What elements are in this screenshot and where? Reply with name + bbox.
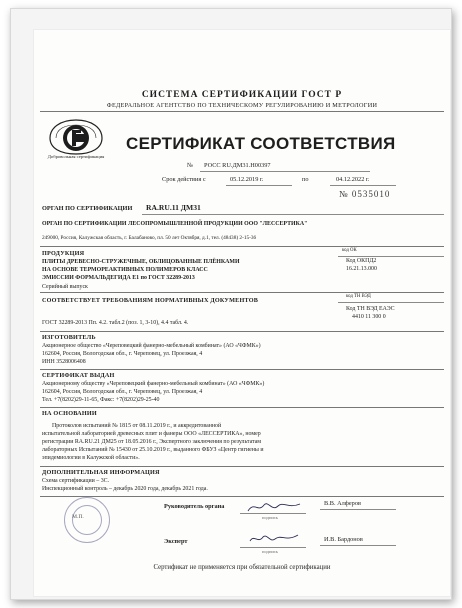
- issued-to-divider: [40, 407, 444, 408]
- requirements-section: СООТВЕТСТВУЕТ ТРЕБОВАНИЯМ НОРМАТИВНЫХ ДОКУМЕНТОВ: [42, 297, 259, 304]
- product-line-1: ПЛИТЫ ДРЕВЕСНО-СТРУЖЕЧНЫЕ, ОБЛИЦОВАННЫЕ ПЛЁНКАМИ: [42, 259, 240, 265]
- cert-body-label: ОРГАН ПО СЕРТИФИКАЦИИ: [42, 205, 133, 212]
- validity-to-label: по: [302, 176, 309, 183]
- manufacturer-line-2: 162604, Россия, Вологодская обл., г. Череповец, ул. Проезжая, 4: [42, 351, 203, 357]
- tnved-code-label: Код ТН ВЭД ЕАЭС: [346, 306, 395, 312]
- head-name: В.В. Алферов: [324, 500, 361, 507]
- product-section: ПРОДУКЦИЯ: [42, 250, 85, 257]
- certificate-frame: [10, 8, 452, 600]
- certificate-number: РОСС RU.ДМ31.Н00397: [204, 162, 271, 169]
- cert-body-code: RA.RU.11 ДМ31: [146, 203, 201, 212]
- product-line-3: ЭМИССИИ ФОРМАЛЬДЕГИДА Е1 по ГОСТ 32289-2013: [42, 275, 195, 281]
- validity-label: Срок действия с: [162, 176, 206, 183]
- stamp-label: М.П.: [72, 514, 84, 520]
- basis-line-5: эпидемиологии в Калужской области».: [42, 455, 140, 461]
- cert-body-address: 249000, Россия, Калужская область, г. Балабаново, пл. 50 лет Октября, д.1, тел. (48438) 2-15-36: [42, 235, 257, 241]
- additional-section: ДОПОЛНИТЕЛЬНАЯ ИНФОРМАЦИЯ: [42, 469, 160, 476]
- certificate-title: СЕРТИФИКАТ СООТВЕТСТВИЯ: [126, 134, 396, 153]
- expert-name: И.В. Бардонов: [324, 536, 363, 543]
- expert-sign-line: [240, 547, 306, 548]
- okpd-code-label: Код ОКПД2: [346, 258, 377, 264]
- basis-divider: [40, 466, 444, 467]
- additional-scheme: Схема сертификации – 3С.: [42, 478, 110, 484]
- product-line-2: НА ОСНОВЕ ТЕРМОРЕАКТИВНЫХ ПОЛИМЕРОВ КЛАСС: [42, 267, 208, 273]
- certificate-paper: [33, 29, 451, 597]
- manufacturer-line-3: ИНН 3528006408: [42, 359, 86, 365]
- basis-line-2: испытательной лабораторией древесных плит и фанеры ООО «ЛЕССЕРТИКА», номер: [42, 431, 261, 437]
- okpd-label: код ОК: [342, 248, 357, 253]
- additional-control: Инспекционный контроль – декабрь 2020 года, декабрь 2021 года.: [42, 486, 208, 492]
- requirements-divider: [40, 331, 444, 332]
- validity-from: 05.12.2019 г.: [230, 176, 264, 183]
- product-divider: [40, 292, 444, 293]
- tnved-code: 4410 11 300 0: [352, 314, 386, 320]
- issued-to-line-3: Тел. +7(8202)29-11-65, Факс: +7(8202)29-25-40: [42, 397, 160, 403]
- validity-to-underline: [330, 185, 396, 186]
- head-label: Руководитель органа: [164, 503, 225, 510]
- logo-caption: Добровольная сертификация: [47, 154, 105, 159]
- gost-r-logo-icon: [46, 114, 106, 180]
- additional-divider: [40, 496, 444, 497]
- head-name-line: [320, 509, 396, 510]
- footer-note: Сертификат не применяется при обязательной сертификации: [153, 564, 331, 571]
- system-title: СИСТЕМА СЕРТИФИКАЦИИ ГОСТ Р: [141, 90, 343, 100]
- validity-to: 04.12.2022 г.: [336, 176, 370, 183]
- cert-body-underline: [142, 214, 444, 215]
- basis-line-3: регистрации RA.RU.21 ДМ25 от 18.05.2016 г., Экспертного заключения по результатам: [42, 439, 262, 445]
- expert-sign-hint: подпись: [262, 549, 279, 554]
- basis-line-4: лабораторных Испытаний № 15430 от 25.10.2019 г., выданного ФБУЗ «Центр гигиены и: [42, 447, 264, 453]
- seal-stamp-icon: [64, 497, 110, 543]
- number-label: №: [187, 162, 194, 169]
- basis-line-1: Протоколов испытаний № 1815 от 08.11.2019 г., и аккредитованной: [52, 423, 222, 429]
- issued-to-line-2: 162604, Россия, Вологодская обл., г. Череповец, ул. Проезжая, 4: [42, 389, 203, 395]
- cert-body-name: ОРГАН ПО СЕРТИФИКАЦИИ ЛЕСОПРОМЫШЛЕННОЙ ПРОДУКЦИИ ООО "ЛЕССЕРТИКА": [42, 221, 308, 227]
- agency-title: ФЕДЕРАЛЬНОЕ АГЕНТСТВО ПО ТЕХНИЧЕСКОМУ РЕГУЛИРОВАНИЮ И МЕТРОЛОГИИ: [106, 102, 378, 109]
- okpd-code: 16.21.13.000: [346, 266, 377, 272]
- expert-signature-icon: [248, 531, 300, 547]
- okpd-divider: [338, 256, 444, 257]
- manufacturer-section: ИЗГОТОВИТЕЛЬ: [42, 334, 96, 341]
- requirements-docs: ГОСТ 32289-2013 Пп. 4.2. табл.2 (поз. 1, 3-10), 4.4 табл. 4.: [42, 320, 189, 326]
- manufacturer-line-1: Акционерное общество «Череповецкий фанерно-мебельный комбинат» (АО «ЧФМК»): [42, 343, 261, 349]
- issued-to-section: СЕРТИФИКАТ ВЫДАН: [42, 372, 115, 379]
- tnved-label: код ТН ВЭД: [346, 294, 371, 299]
- number-underline: [200, 171, 370, 172]
- registration-number: № 0535010: [339, 189, 391, 199]
- head-signature-icon: [246, 499, 302, 515]
- tnved-divider: [338, 302, 444, 303]
- product-series: Серийный выпуск: [42, 284, 88, 290]
- cert-body-divider: [40, 246, 444, 247]
- manufacturer-divider: [40, 369, 444, 370]
- validity-from-underline: [226, 185, 292, 186]
- expert-label: Эксперт: [164, 538, 188, 545]
- head-sign-hint: подпись: [262, 515, 279, 520]
- issued-to-line-1: Акционерному обществу «Череповецкий фанерно-мебельный комбинат» (АО «ЧФМК»): [42, 381, 265, 387]
- header-divider: [40, 111, 444, 112]
- basis-section: НА ОСНОВАНИИ: [42, 410, 97, 417]
- expert-name-line: [320, 545, 396, 546]
